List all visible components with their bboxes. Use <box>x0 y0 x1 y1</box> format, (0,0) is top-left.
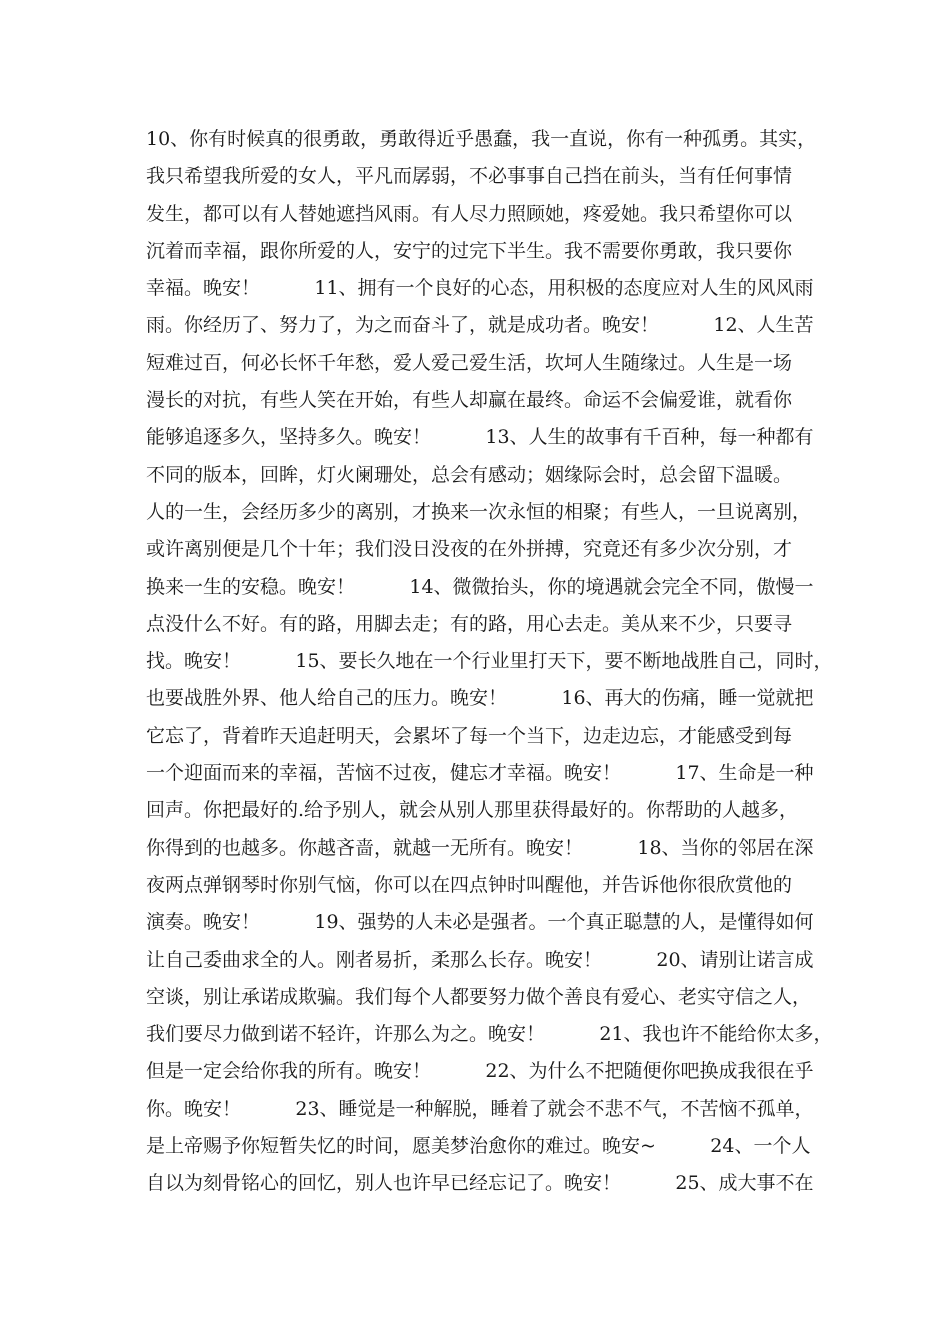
text-line: 空谈，别让承诺成欺骗。我们每个人都要努力做个善良有爱心、老实守信之人， <box>146 985 812 1008</box>
text-line: 但是一定会给你我的所有。晚安！ 22、为什么不把随便你吧换成我很在乎 <box>146 1060 814 1083</box>
text-line: 漫长的对抗，有些人笑在开始，有些人却赢在最终。命运不会偏爱谁，就看你 <box>146 389 793 412</box>
text-line: 或许离别便是几个十年；我们没日没夜的在外拼搏，究竟还有多少次分别，才 <box>146 538 793 561</box>
text-line: 沉着而幸福，跟你所爱的人，安宁的过完下半生。我不需要你勇敢，我只要你 <box>146 239 793 262</box>
text-line: 点没什么不好。有的路，用脚去走；有的路，用心去走。美从来不少，只要寻 <box>146 612 793 635</box>
text-line: 你得到的也越多。你越吝啬，就越一无所有。晚安！ 18、当你的邻居在深 <box>146 836 814 859</box>
text-line: 发生，都可以有人替她遮挡风雨。有人尽力照顾她，疼爱她。我只希望你可以 <box>146 202 793 225</box>
text-line: 我们要尽力做到诺不轻许，许那么为之。晚安！ 21、我也许不能给你太多， <box>146 1023 833 1046</box>
text-line: 也要战胜外界、他人给自己的压力。晚安！ 16、再大的伤痛，睡一觉就把 <box>146 687 814 710</box>
text-line: 10、你有时候真的很勇敢，勇敢得近乎愚蠢，我一直说，你有一种孤勇。其实， <box>146 128 817 150</box>
text-line: 人的一生，会经历多少的离别，才换来一次永恒的相聚；有些人，一旦说离别， <box>146 500 812 523</box>
text-line: 换来一生的安稳。晚安！ 14、微微抬头，你的境遇就会完全不同，傲慢一 <box>146 575 814 598</box>
text-line: 幸福。晚安！ 11、拥有一个良好的心态，用积极的态度应对人生的风风雨 <box>146 277 814 300</box>
text-line: 夜两点弹钢琴时你别气恼，你可以在四点钟时叫醒他，并告诉他你很欣赏他的 <box>146 873 793 896</box>
text-line: 演奏。晚安！ 19、强势的人未必是强者。一个真正聪慧的人，是懂得如何 <box>146 911 814 934</box>
text-line: 是上帝赐予你短暂失忆的时间，愿美梦治愈你的难过。晚安~ 24、一个人 <box>146 1135 811 1158</box>
text-line: 不同的版本，回眸，灯火阑珊处，总会有感动；姻缘际会时，总会留下温暖。 <box>146 463 793 486</box>
text-line: 回声。你把最好的.给予别人，就会从别人那里获得最好的。你帮助的人越多， <box>146 799 799 822</box>
text-line: 短难过百，何必长怀千年愁，爱人爱己爱生活，坎坷人生随缘过。人生是一场 <box>146 351 793 374</box>
text-line: 雨。你经历了、努力了，为之而奋斗了，就是成功者。晚安！ 12、人生苦 <box>146 314 814 337</box>
text-line: 找。晚安！ 15、要长久地在一个行业里打天下，要不断地战胜自己，同时， <box>146 650 833 673</box>
text-line: 它忘了，背着昨天追赶明天，会累坏了每一个当下，边走边忘，才能感受到每 <box>146 724 793 747</box>
body-text <box>146 121 833 1203</box>
text-line: 能够追逐多久，坚持多久。晚安！ 13、人生的故事有千百种，每一种都有 <box>146 426 814 449</box>
text-line: 自以为刻骨铭心的回忆，别人也许早已经忘记了。晚安！ 25、成大事不在 <box>146 1172 814 1195</box>
text-line: 你。晚安！ 23、睡觉是一种解脱，睡着了就会不悲不气，不苦恼不孤单， <box>146 1097 814 1120</box>
text-line: 一个迎面而来的幸福，苦恼不过夜，健忘才幸福。晚安！ 17、生命是一种 <box>146 762 814 785</box>
text-line: 让自己委曲求全的人。刚者易折，柔那么长存。晚安！ 20、请别让诺言成 <box>146 948 814 971</box>
text-line: 我只希望我所爱的女人，平凡而孱弱，不必事事自己挡在前头，当有任何事情 <box>146 165 793 188</box>
